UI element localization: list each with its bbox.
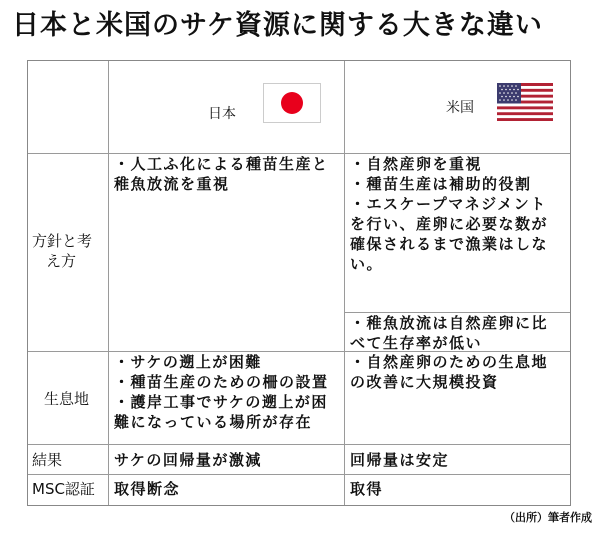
- source-credit: （出所）筆者作成: [504, 511, 592, 524]
- row-label-line: 方針と考: [32, 232, 93, 250]
- column-header-japan: 日本: [208, 106, 236, 122]
- comparison-table: [27, 60, 571, 506]
- column-divider: [344, 61, 345, 505]
- cell-line: ・種苗生産のための柵の設置: [114, 373, 329, 391]
- page-title: 日本と米国のサケ資源に関する大きな違い: [12, 10, 543, 41]
- row-divider: [28, 474, 570, 475]
- cell-line: ・エスケープマネジメント: [350, 195, 547, 213]
- row-label-policy: [32, 231, 106, 271]
- row-label-result: 結果: [32, 451, 63, 469]
- column-header-usa: 米国: [446, 100, 474, 116]
- cell-line: ・自然産卵を重視: [350, 155, 483, 173]
- cell-policy-usa: [350, 154, 570, 274]
- cell-line: を行い、産卵に必要な数が: [350, 215, 549, 233]
- cell-line: ・護岸工事でサケの遡上が困: [114, 393, 328, 411]
- cell-line: ・サケの遡上が困難: [114, 353, 262, 371]
- cell-line: べて生存率が低い: [350, 334, 483, 352]
- cell-result-usa: 回帰量は安定: [350, 451, 450, 469]
- usa-flag-icon: [497, 83, 553, 121]
- japan-flag-icon: [263, 83, 321, 123]
- row-label-line: え方: [46, 252, 77, 270]
- row-divider: [28, 444, 570, 445]
- cell-line: ・人工ふ化による種苗生産と: [114, 155, 329, 173]
- cell-msc-japan: 取得断念: [114, 480, 181, 498]
- cell-policy-usa-note: [350, 313, 570, 353]
- cell-line: ・種苗生産は補助的役割: [350, 175, 532, 193]
- cell-line: 確保されるまで漁業はしな: [350, 235, 549, 253]
- row-label-msc: MSC認証: [32, 480, 95, 498]
- cell-line: 難になっている場所が存在: [114, 413, 313, 431]
- cell-policy-japan: [114, 154, 342, 194]
- cell-line: の改善に大規模投資: [350, 373, 499, 391]
- cell-result-japan: サケの回帰量が激減: [114, 451, 262, 469]
- cell-line: ・自然産卵のための生息地: [350, 353, 549, 371]
- cell-msc-usa: 取得: [350, 480, 384, 498]
- cell-line: 稚魚放流を重視: [114, 175, 230, 193]
- cell-habitat-usa: [350, 352, 570, 392]
- cell-line: い。: [350, 255, 384, 273]
- cell-habitat-japan: [114, 352, 342, 432]
- row-label-habitat: 生息地: [44, 390, 90, 408]
- column-divider: [108, 61, 109, 505]
- cell-line: ・稚魚放流は自然産卵に比: [350, 314, 549, 332]
